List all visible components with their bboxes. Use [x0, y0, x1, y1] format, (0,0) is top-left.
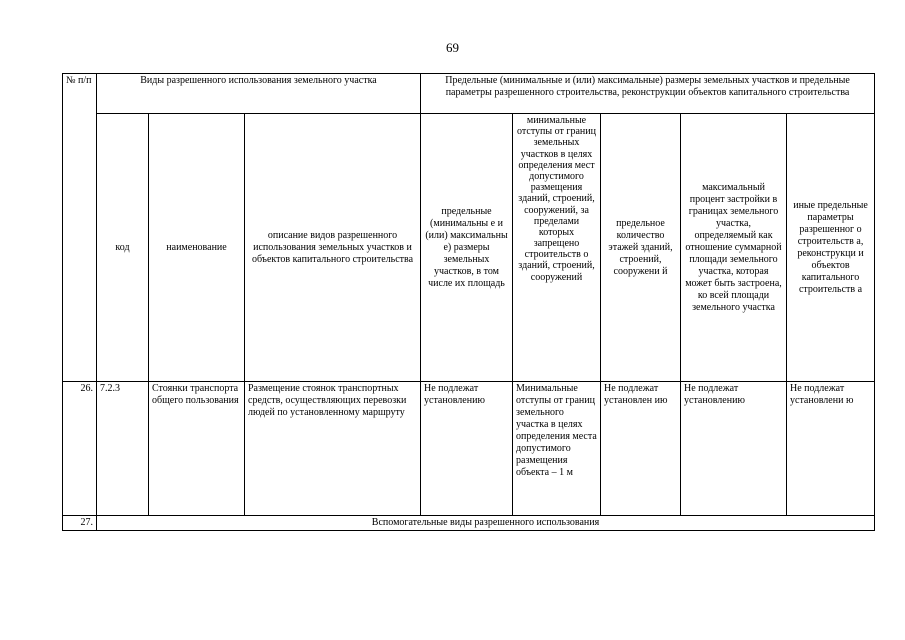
header-coverage: максимальный процент застройки в границах земельного участка, определяемый как отношение суммарной площади земельного участка, которая может быть застроена, ко всей площади земельного участка: [681, 114, 787, 382]
header-other: иные предельные параметры разрешенног о строительств а, реконструкци и объектов капитального строительств а: [787, 114, 875, 382]
header-description: описание видов разрешенного использования земельных участков и объектов капитального строительства: [245, 114, 421, 382]
table-row: [63, 382, 875, 516]
header-name: наименование: [149, 114, 245, 382]
header-limits: Предельные (минимальные и (или) максимальные) размеры земельных участков и предельные параметры разрешенного строительства, реконструкции объектов капитального строительства: [421, 74, 875, 114]
section-num: 27.: [63, 516, 97, 531]
page-number: 69: [446, 40, 459, 55]
row-setbacks: Минимальные отступы от границ земельного участка в целях определения места допустимого размещения объекта – 1 м: [513, 382, 601, 516]
row-other: Не подлежат установлени ю: [787, 382, 875, 516]
header-plot-size: предельные (минимальны е и (или) максимальны е) размеры земельных участков, в том числе их площадь: [421, 114, 513, 382]
row-num: 26.: [63, 382, 97, 516]
land-use-table: [62, 73, 875, 531]
section-label: Вспомогательные виды разрешенного использования: [97, 516, 875, 531]
header-floors: предельное количество этажей зданий, строений, сооружени й: [601, 114, 681, 382]
header-row-1: [63, 74, 875, 114]
row-floors: Не подлежат установлен ию: [601, 382, 681, 516]
row-coverage: Не подлежат установлению: [681, 382, 787, 516]
row-code: 7.2.3: [97, 382, 149, 516]
header-use-types: Виды разрешенного использования земельного участка: [97, 74, 421, 114]
row-plot-size: Не подлежат установлению: [421, 382, 513, 516]
header-code: код: [97, 114, 149, 382]
row-name: Стоянки транспорта общего пользования: [149, 382, 245, 516]
section-row: [63, 516, 875, 531]
header-setbacks: минимальные отступы от границ земельных участков в целях определения мест допустимого размещения зданий, строений, сооружений, за пределами которых запрещено строительств о зданий, строений, сооружений: [513, 114, 601, 382]
header-row-2: [63, 114, 875, 382]
row-description: Размещение стоянок транспортных средств, осуществляющих перевозки людей по установленному маршруту: [245, 382, 421, 516]
header-num: № п/п: [63, 74, 97, 382]
